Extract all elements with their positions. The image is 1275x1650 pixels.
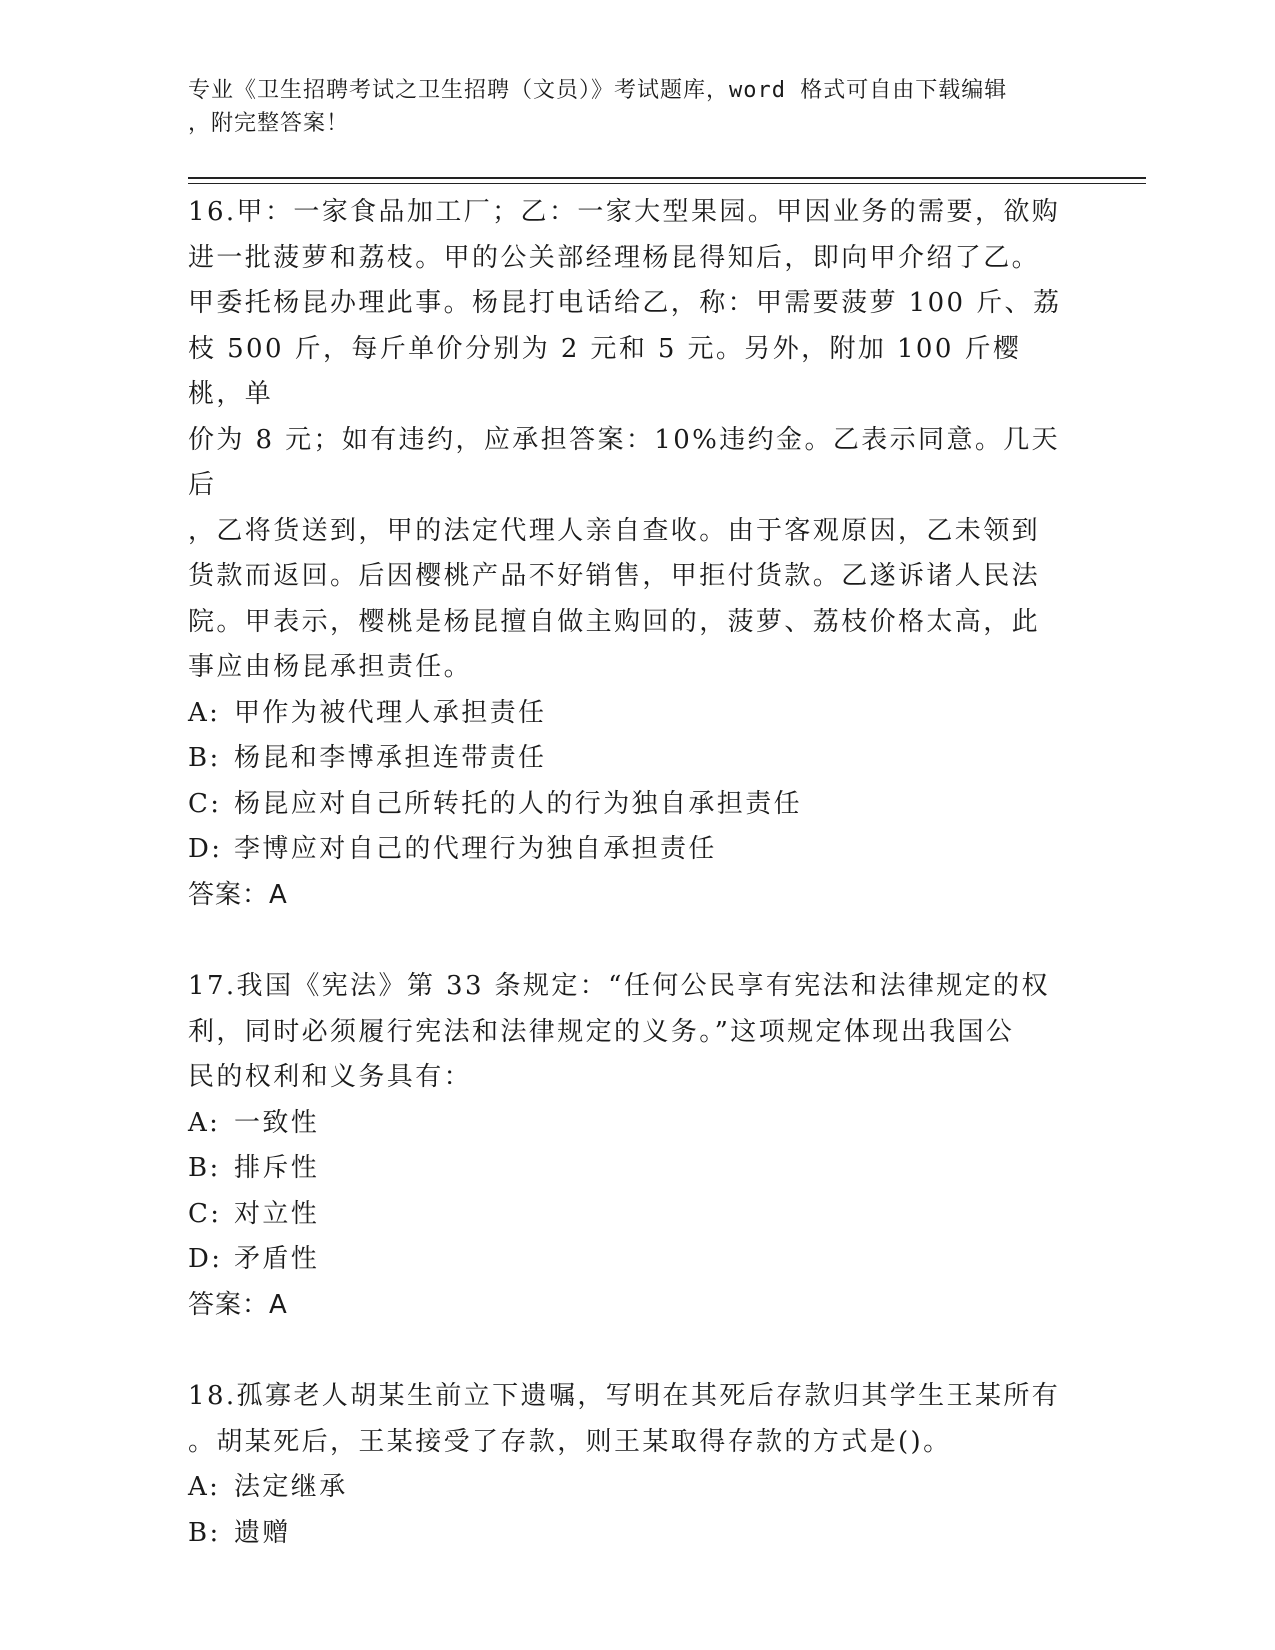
question-stem-line: 16.甲：一家食品加工厂；乙：一家大型果园。甲因业务的需要，欲购 — [188, 197, 1061, 227]
option-letter: C: — [188, 1198, 222, 1229]
option-letter: A: — [188, 1472, 221, 1502]
question-option — [188, 1101, 1068, 1147]
option-text: 一致性 — [234, 1107, 320, 1138]
question-stem-line: 院。甲表示，樱桃是杨昆擅自做主购回的，菠萝、荔枝价格太高，此 — [188, 606, 1041, 637]
question-stem-line: 甲委托杨昆办理此事。杨昆打电话给乙，称：甲需要菠萝 100 斤、荔 — [188, 288, 1062, 318]
question-stem-line: 价为 8 元；如有违约，应承担答案：10%违约金。乙表示同意。几天后 — [188, 424, 1061, 500]
question-stem-line: 民的权利和义务具有： — [188, 1062, 473, 1092]
option-text: 法定继承 — [234, 1472, 348, 1502]
question-stem-line: 枝 500 斤，每斤单价分别为 2 元和 5 元。另外，附加 100 斤樱桃，单 — [188, 333, 1022, 409]
option-letter: A: — [188, 1107, 221, 1138]
option-text: 矛盾性 — [234, 1244, 320, 1274]
question-option — [188, 1237, 1068, 1283]
header-line-2: ，附完整答案！ — [188, 111, 350, 136]
option-letter: D: — [188, 834, 223, 864]
option-text: 杨昆和李博承担连带责任 — [234, 743, 547, 773]
document-header — [188, 74, 1088, 140]
option-letter: C: — [188, 788, 222, 819]
answer-line: 答案：A — [188, 1289, 288, 1320]
option-text: 遗赠 — [234, 1517, 291, 1548]
option-letter: B: — [188, 743, 221, 773]
header-line-1: 专业《卫生招聘考试之卫生招聘（文员）》考试题库，word 格式可自由下载编辑 — [188, 78, 1008, 103]
question-stem-line: 事应由杨昆承担责任。 — [188, 652, 473, 682]
question-option — [188, 691, 1068, 737]
question-stem-line: 进一批菠萝和荔枝。甲的公关部经理杨昆得知后，即向甲介绍了乙。 — [188, 242, 1041, 273]
option-text: 排斥性 — [234, 1153, 320, 1183]
question-option — [188, 736, 1068, 782]
option-text: 杨昆应对自己所转托的人的行为独自承担责任 — [234, 788, 803, 819]
option-text: 对立性 — [234, 1198, 320, 1229]
question-stem-line: 17.我国《宪法》第 33 条规定：“任何公民享有宪法和法律规定的权 — [188, 971, 1050, 1001]
question-spacer — [188, 918, 1068, 964]
question-option — [188, 1146, 1068, 1192]
option-text: 李博应对自己的代理行为独自承担责任 — [234, 834, 717, 864]
question-stem-line: 利，同时必须履行宪法和法律规定的义务。”这项规定体现出我国公 — [188, 1016, 1015, 1047]
question-list — [188, 190, 1068, 1556]
option-letter: B: — [188, 1517, 221, 1548]
question-option — [188, 1192, 1068, 1238]
question-block — [188, 190, 1068, 918]
option-letter: D: — [188, 1244, 223, 1274]
answer-line: 答案：A — [188, 879, 288, 910]
question-option — [188, 782, 1068, 828]
option-letter: B: — [188, 1153, 221, 1183]
option-text: 甲作为被代理人承担责任 — [234, 697, 547, 728]
header-divider-thin — [188, 183, 1146, 184]
question-block — [188, 964, 1068, 1328]
question-block — [188, 1374, 1068, 1556]
question-stem-line: ，乙将货送到，甲的法定代理人亲自查收。由于客观原因，乙未领到 — [188, 515, 1041, 546]
header-divider-thick — [188, 177, 1146, 179]
question-spacer — [188, 1328, 1068, 1374]
question-option — [188, 1511, 1068, 1557]
question-option — [188, 827, 1068, 873]
question-stem-line: 。胡某死后，王某接受了存款，则王某取得存款的方式是()。 — [188, 1426, 952, 1457]
question-stem-line: 18.孤寡老人胡某生前立下遗嘱，写明在其死后存款归其学生王某所有 — [188, 1381, 1061, 1411]
question-option — [188, 1465, 1068, 1511]
option-letter: A: — [188, 697, 221, 728]
question-stem-line: 货款而返回。后因樱桃产品不好销售，甲拒付货款。乙遂诉诸人民法 — [188, 561, 1041, 591]
